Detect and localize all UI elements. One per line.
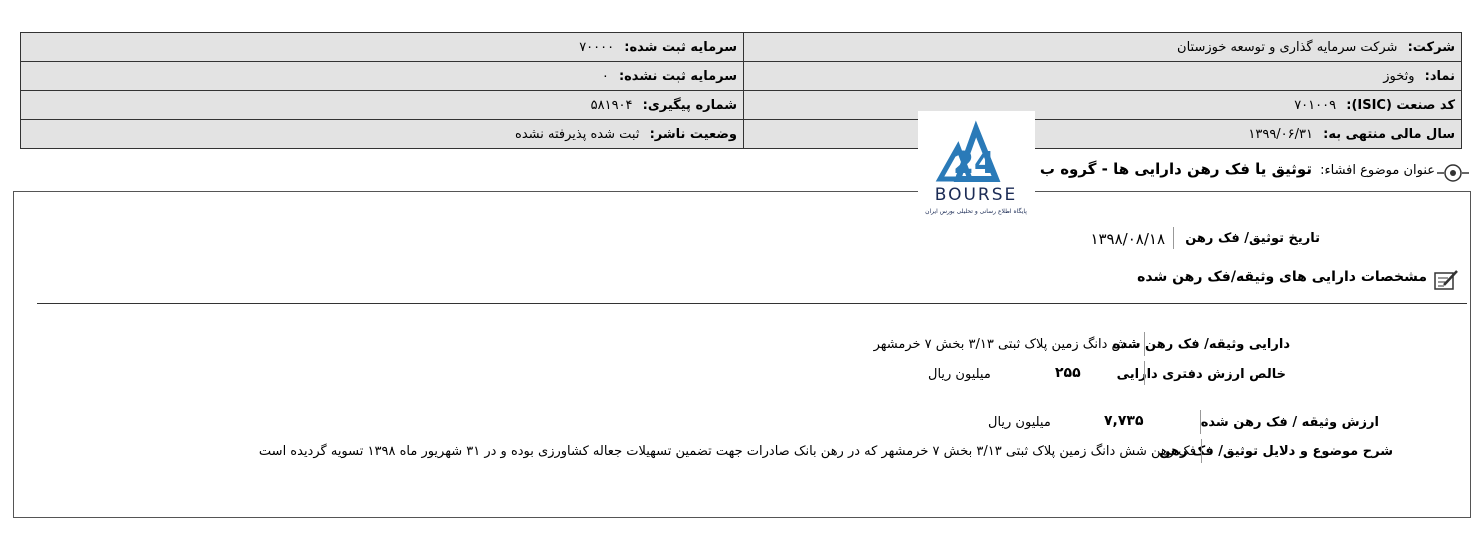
bourse24-logo-icon	[918, 111, 1035, 216]
book-value-label: خالص ارزش دفتری دارایی	[1116, 367, 1286, 382]
registered-capital-value: ۷۰۰۰۰	[579, 39, 615, 55]
publisher-status-cell	[21, 120, 744, 149]
company-value: شرکت سرمایه گذاری و توسعه خوزستان	[1177, 39, 1398, 55]
registered-capital-cell	[21, 33, 744, 62]
unregistered-capital-cell	[21, 62, 744, 91]
section-title: مشخصات دارایی های وثیقه/فک رهن شده	[1137, 269, 1427, 285]
bourse24-logo	[918, 111, 1035, 216]
svg-text:BOURSE: BOURSE	[934, 185, 1018, 205]
disclosure-subject	[1040, 160, 1435, 178]
subject-label: عنوان موضوع افشاء:	[1320, 163, 1435, 178]
info-row	[21, 120, 1462, 149]
asset-label: دارایی وثیقه/ فک رهن شده	[1112, 337, 1290, 352]
svg-text:پایگاه اطلاع رسانی و تحلیلی بو: پایگاه اطلاع رسانی و تحلیلی بورس ایران	[925, 208, 1027, 215]
svg-text:24: 24	[953, 146, 995, 181]
divider	[1201, 439, 1202, 463]
company-label: شرکت:	[1407, 39, 1455, 55]
subject-value: توثیق یا فک رهن دارایی ها - گروه ب	[1039, 160, 1312, 178]
collateral-unit: میلیون ریال	[988, 415, 1051, 430]
publisher-status-label: وضعیت ناشر:	[649, 126, 737, 142]
reason-label: شرح موضوع و دلایل توثیق/ فک رهن	[1159, 444, 1393, 459]
divider	[1173, 227, 1174, 249]
date-value: ۱۳۹۸/۰۸/۱۸	[1090, 230, 1165, 248]
tracking-cell	[21, 91, 744, 120]
book-value-unit: میلیون ریال	[928, 367, 991, 382]
unregistered-capital-label: سرمایه ثبت نشده:	[618, 68, 737, 84]
info-row	[21, 33, 1462, 62]
divider	[1200, 410, 1201, 434]
isic-label: کد صنعت (ISIC):	[1346, 97, 1455, 113]
info-row	[21, 91, 1462, 120]
asset-value: شش دانگ زمین پلاک ثبتی ۳/۱۳ بخش ۷ خرمشهر	[873, 337, 1139, 352]
symbol-label: نماد:	[1424, 68, 1455, 84]
isic-cell	[744, 91, 1462, 120]
symbol-cell	[744, 62, 1462, 91]
registered-capital-label: سرمایه ثبت شده:	[624, 39, 737, 55]
section-divider	[37, 303, 1467, 304]
edit-icon	[1432, 268, 1460, 292]
isic-value: ۷۰۱۰۰۹	[1294, 97, 1337, 113]
fiscal-year-value: ۱۳۹۹/۰۶/۳۱	[1248, 126, 1313, 142]
collateral-value: ۷,۷۳۵	[1104, 413, 1144, 429]
company-info-table	[20, 32, 1462, 149]
collateral-label: ارزش وثیقه / فک رهن شده	[1200, 415, 1379, 430]
panel-top-border	[1035, 191, 1470, 192]
company-cell	[744, 33, 1462, 62]
symbol-value: وثخوز	[1383, 68, 1415, 84]
fiscal-year-label: سال مالی منتهی به:	[1323, 126, 1455, 142]
tracking-value: ۵۸۱۹۰۴	[590, 97, 633, 113]
divider	[1144, 361, 1145, 385]
date-label: تاریخ توثیق/ فک رهن	[1185, 231, 1320, 246]
reason-value: فک رهن شش دانگ زمین پلاک ثبتی ۳/۱۳ بخش ۷ خرمشهر که در رهن بانک صادرات جهت تضمین تسهیلات جعاله کشاورزی بوده و در ۳۱ شهریور ماه ۱۳۹۸ تسویه گردیده است	[258, 444, 1196, 459]
publisher-status-value: ثبت شده پذیرفته نشده	[515, 126, 640, 142]
tracking-label: شماره پیگیری:	[642, 97, 737, 113]
target-icon	[1437, 159, 1469, 187]
book-value: ۲۵۵	[1055, 365, 1081, 381]
fiscal-year-cell	[744, 120, 1462, 149]
divider	[1144, 332, 1145, 356]
info-row	[21, 62, 1462, 91]
panel-top-border	[13, 191, 918, 192]
unregistered-capital-value: ۰	[601, 68, 609, 84]
